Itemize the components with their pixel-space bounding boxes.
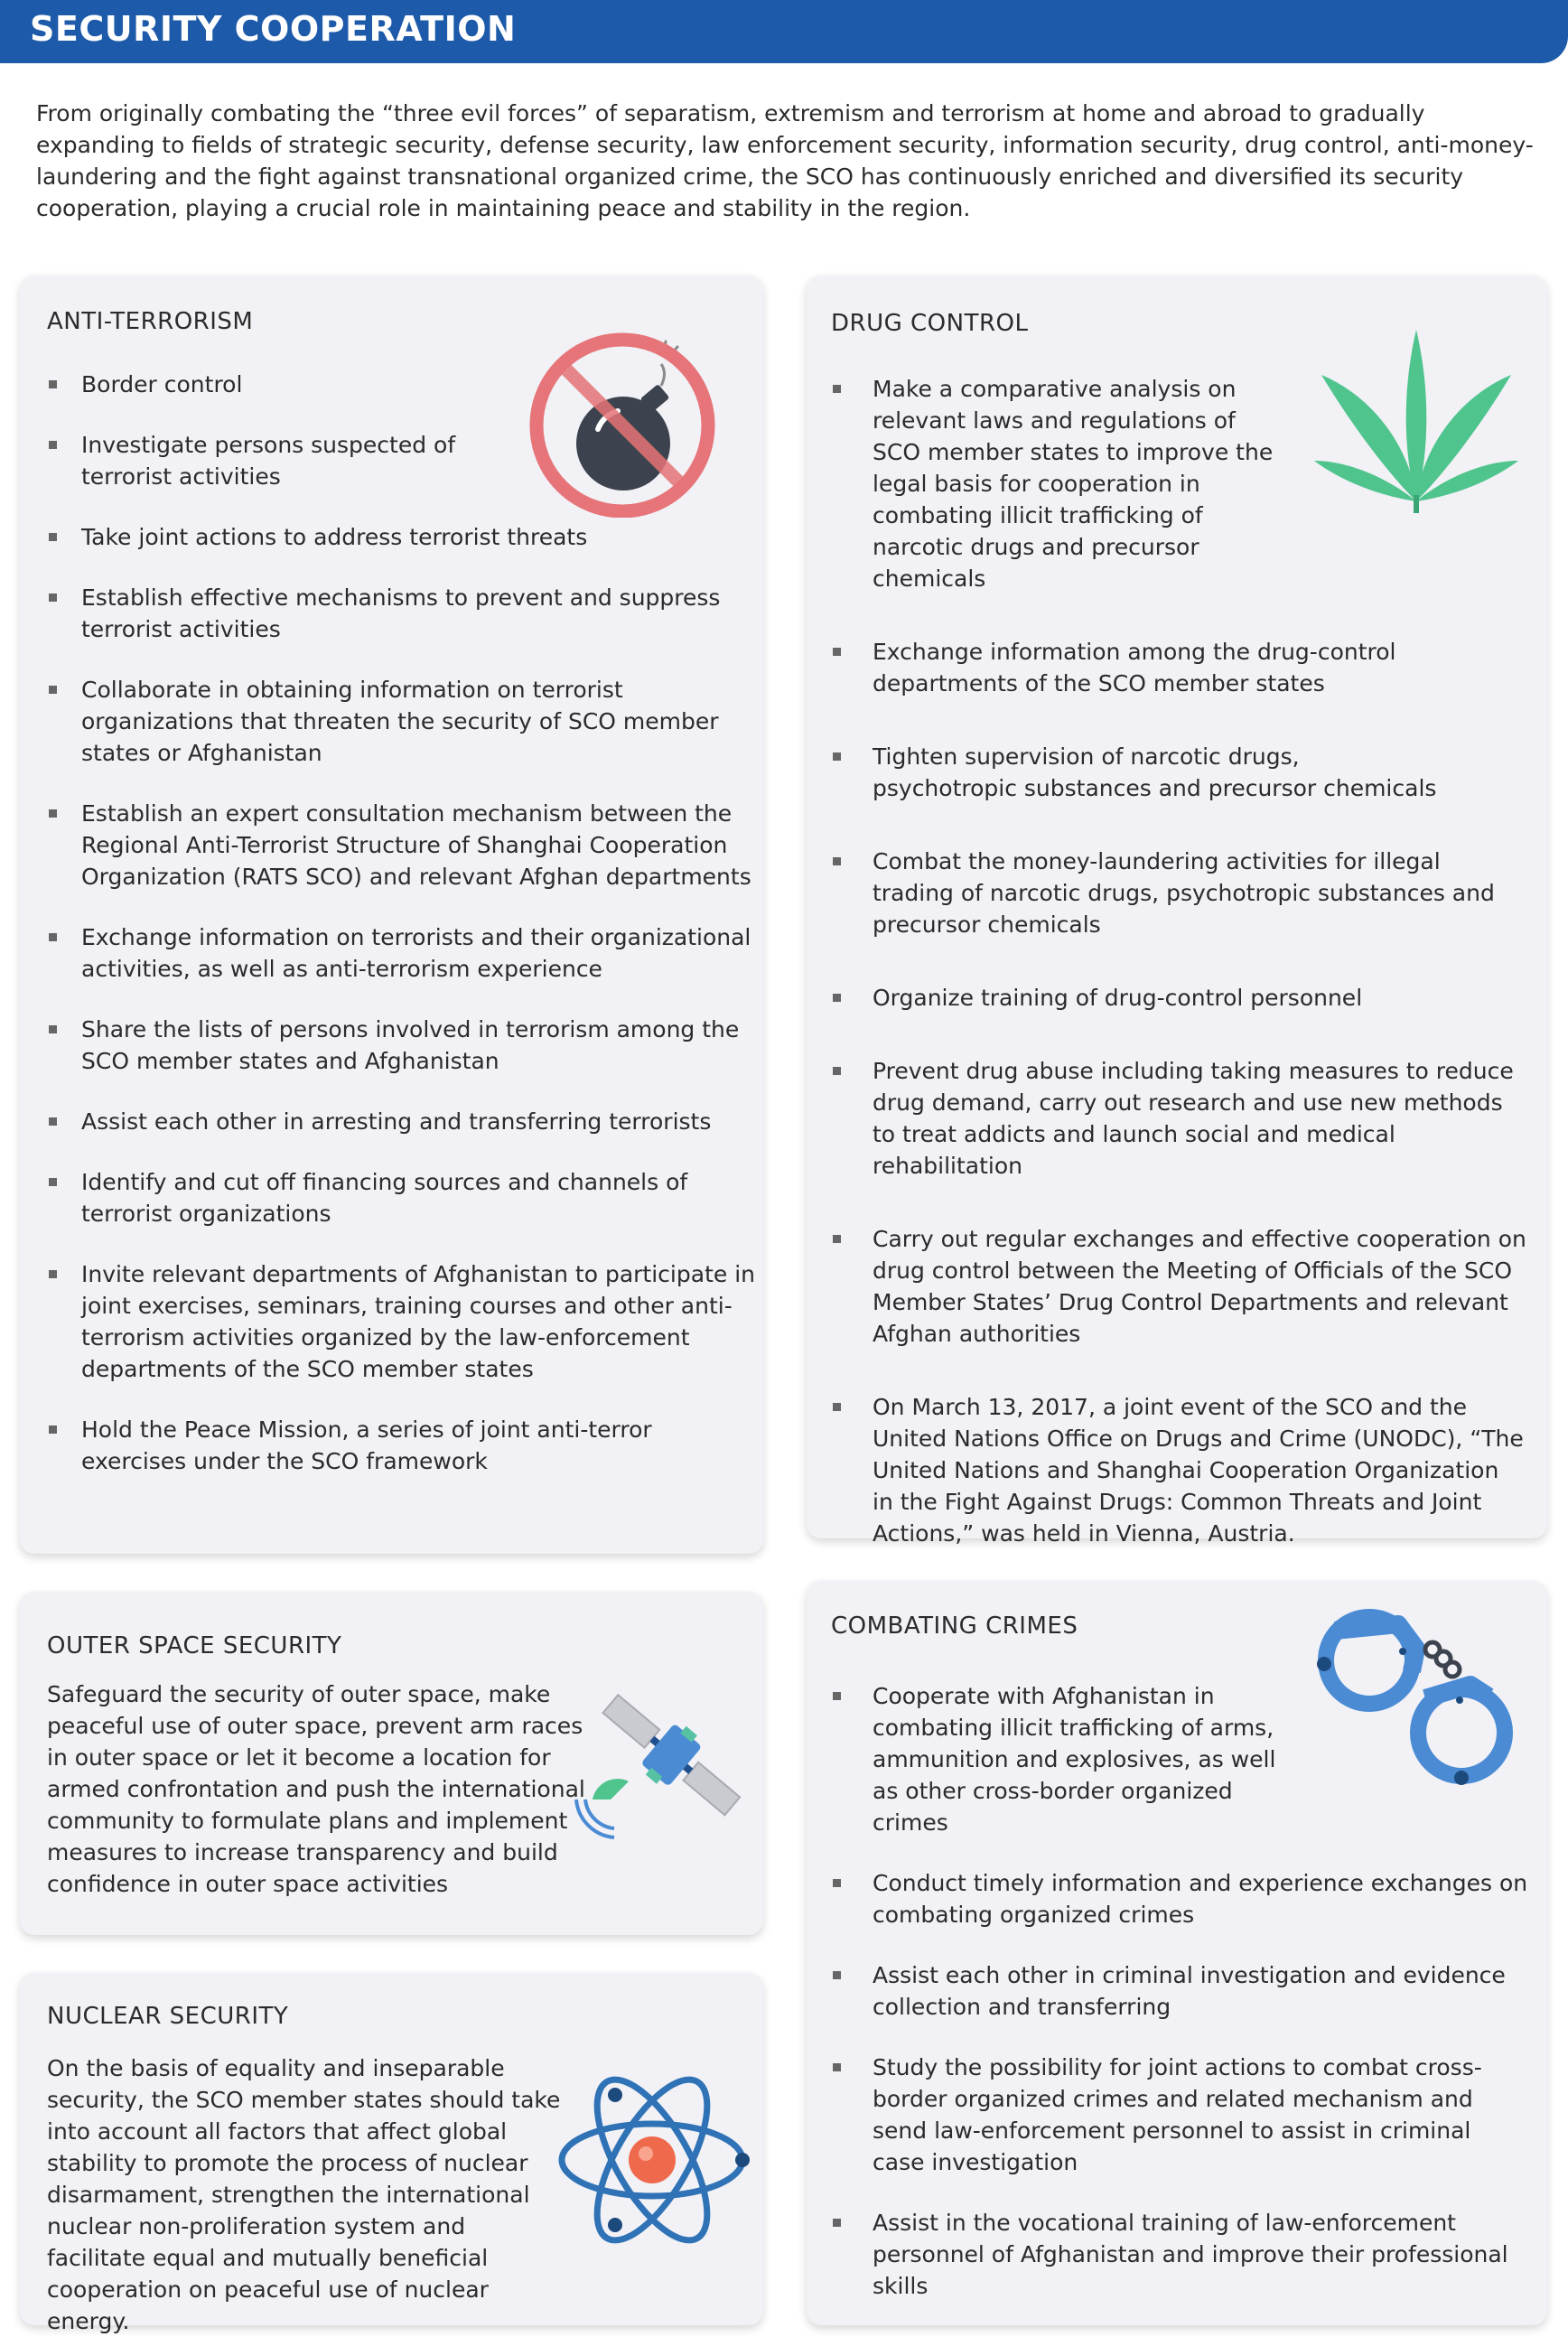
list-item: Conduct timely information and experience exchanges on combating organized crimes: [831, 1867, 1532, 1930]
combating-crimes-list: [831, 1680, 1526, 2302]
list-item: Organize training of drug-control personnel: [831, 982, 1526, 1014]
list-item: Assist each other in arresting and transferring terrorists: [47, 1106, 751, 1137]
list-item: Border control: [47, 369, 751, 400]
drug-control-title: DRUG CONTROL: [831, 310, 1029, 337]
satellite-icon: [573, 1664, 767, 1849]
drug-control-list: [831, 373, 1526, 1549]
nuclear-card: [20, 1973, 763, 2334]
list-item: Hold the Peace Mission, a series of joint anti-terror exercises under the SCO framework: [47, 1414, 751, 1477]
list-item: Make a comparative analysis on relevant laws and regulations of SCO member states to improve the legal basis for cooperation in combating illicit trafficking of narcotic drugs and precursor chemicals: [831, 373, 1288, 594]
anti-terrorism-list: [47, 369, 755, 1477]
list-item: Investigate persons suspected of terrorist activities: [47, 429, 470, 492]
list-item: Collaborate in obtaining information on terrorist organizations that threaten the security of SCO member states or Afghanistan: [47, 674, 732, 769]
list-item: Combat the money-laundering activities for illegal trading of narcotic drugs, psychotropic substances and precursor chemicals: [831, 846, 1526, 940]
list-item: Share the lists of persons involved in terrorism among the SCO member states and Afghanistan: [47, 1014, 759, 1077]
list-item: Exchange information on terrorists and their organizational activities, as well as anti-terrorism experience: [47, 921, 751, 985]
anti-terrorism-title: ANTI-TERRORISM: [47, 308, 254, 335]
combating-crimes-card: [807, 1581, 1547, 2325]
list-item: Invite relevant departments of Afghanistan to participate in joint exercises, seminars, training courses and other anti-terrorism activities organized by the law-enforcement departments of the SCO member states: [47, 1258, 759, 1385]
combating-crimes-title: COMBATING CRIMES: [831, 1613, 1078, 1640]
list-item: Carry out regular exchanges and effective cooperation on drug control between the Meeting of Officials of the SCO Member States’ Drug Control Departments and relevant Afghan authorities: [831, 1223, 1526, 1350]
list-item: Establish effective mechanisms to prevent and suppress terrorist activities: [47, 582, 732, 645]
list-item: Study the possibility for joint actions to combat cross-border organized crimes and related mechanism and send law-enforcement personnel to assist in criminal case investigation: [831, 2052, 1526, 2178]
list-item: Establish an expert consultation mechanism between the Regional Anti-Terrorist Structure of Shanghai Cooperation Organization (RATS SCO) and relevant Afghan departments: [47, 798, 751, 893]
list-item: Prevent drug abuse including taking measures to reduce drug demand, carry out research and use new methods to treat addicts and launch social and medical rehabilitation: [831, 1055, 1526, 1182]
list-item: Exchange information among the drug-control departments of the SCO member states: [831, 636, 1451, 699]
list-item: Identify and cut off financing sources and channels of terrorist organizations: [47, 1166, 732, 1229]
list-item: On March 13, 2017, a joint event of the SCO and the United Nations Office on Drugs and Crime (UNODC), “The United Nations and Shanghai Cooperation Organization in the Fight Against Drugs: Common Threats and Joint Actions,” was held in Vienna, Austria.: [831, 1391, 1526, 1549]
nuclear-text: On the basis of equality and inseparable security, the SCO member states should take into account all factors that affect global stability to promote the process of nuclear disarmament, strengthen the international nuclear non-proliferation system and facilitate equal and mutually beneficial cooperation on peaceful use of nuclear energy.: [47, 2055, 561, 2334]
list-item: Tighten supervision of narcotic drugs, psychotropic substances and precursor chemicals: [831, 741, 1451, 804]
outer-space-title: OUTER SPACE SECURITY: [47, 1632, 342, 1659]
intro-paragraph: From originally combating the “three evil forces” of separatism, extremism and terrorism at home and abroad to gradually expanding to fields of strategic security, defense security, law enforcement security, information security, drug control, anti-money-laundering and the fight against transnational organized crime, the SCO has continuously enriched and diversified its security cooperation, playing a crucial role in maintaining peace and stability in the region.: [36, 100, 1534, 221]
list-item: Take joint actions to address terrorist threats: [47, 521, 751, 553]
anti-terrorism-card: [20, 276, 763, 1554]
list-item: Cooperate with Afghanistan in combating illicit trafficking of arms, ammunition and explosives, as well as other cross-border organized crimes: [831, 1680, 1297, 1838]
list-item: Assist each other in criminal investigation and evidence collection and transferring: [831, 1959, 1532, 2023]
page-title: SECURITY COOPERATION: [30, 9, 517, 49]
list-item: Assist in the vocational training of law-enforcement personnel of Afghanistan and improve their professional skills: [831, 2207, 1532, 2302]
outer-space-card: [20, 1592, 763, 1935]
nuclear-title: NUCLEAR SECURITY: [47, 2003, 289, 2030]
atom-icon: [548, 2056, 756, 2264]
drug-control-card: [807, 276, 1547, 1547]
outer-space-text: Safeguard the security of outer space, make peaceful use of outer space, prevent arm races in outer space or let it become a location for armed confrontation and push the international community to formulate plans and implement measures to increase transparency and build confidence in outer space activities: [47, 1681, 585, 1897]
